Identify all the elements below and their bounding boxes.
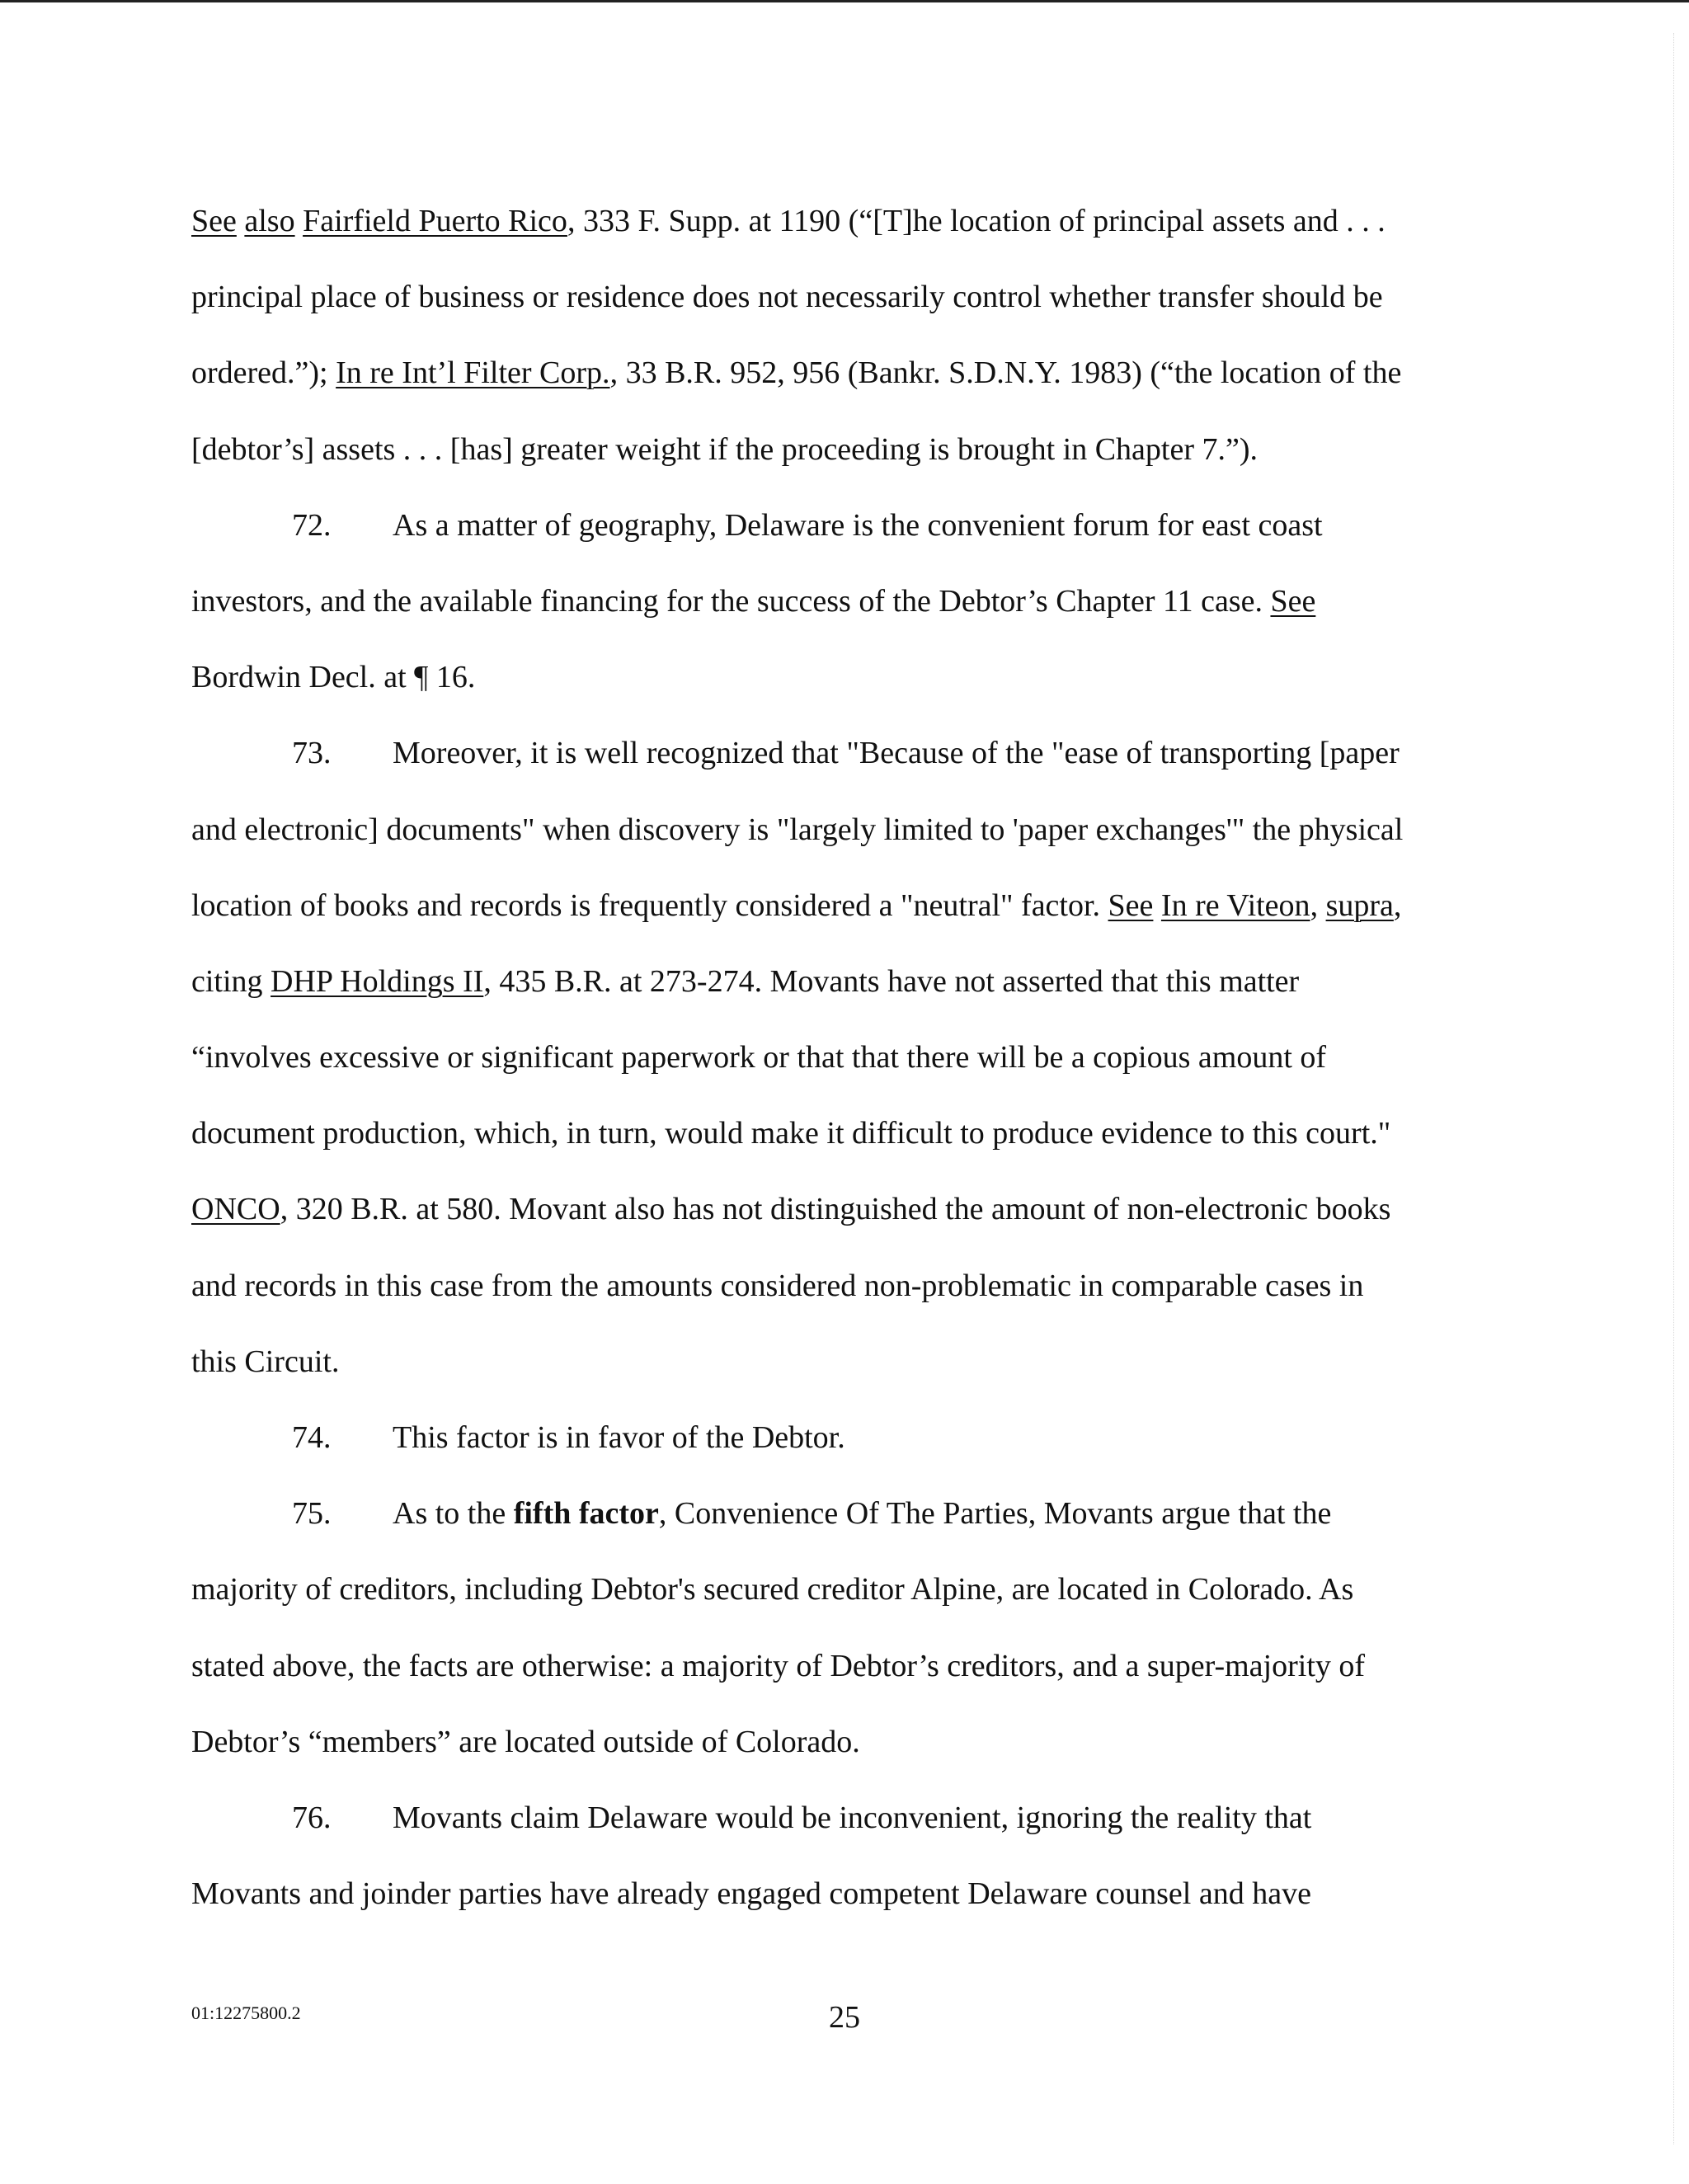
citation-signal: See — [1270, 583, 1316, 619]
text-span: , 33 B.R. 952, 956 (Bankr. S.D.N.Y. 1983) (“the location of the — [609, 355, 1402, 391]
text-span: This factor is in favor of the Debtor. — [393, 1420, 845, 1455]
case-name: ONCO — [191, 1192, 280, 1227]
paragraph-number: 72. — [292, 507, 332, 543]
text-span: investors, and the available financing for the success of the Debtor’s Chapter 11 case. — [191, 583, 1271, 619]
text-span: , 333 F. Supp. at 1190 (“[T]he location of principal assets and . . . — [567, 204, 1386, 238]
paragraph-73 — [191, 715, 1478, 791]
text-line-9: and electronic] documents" when discovery is "largely limited to 'paper exchanges'" the physical — [191, 812, 1404, 847]
text-line-1 — [191, 183, 1478, 259]
text-span: , — [1393, 887, 1402, 923]
scan-top-border — [0, 0, 1689, 2]
case-name: In re Int’l Filter Corp. — [336, 355, 610, 391]
text-line-12: “involves excessive or significant paperwork or that that there will be a copious amount of — [191, 1040, 1327, 1076]
document-id: 01:12275800.2 — [191, 2003, 301, 2023]
paragraph-76 — [191, 1780, 1478, 1856]
bold-phrase: fifth factor — [513, 1496, 659, 1532]
text-span: citing — [191, 963, 271, 999]
citation-signal: See — [191, 204, 237, 238]
text-span: ordered.”); — [191, 355, 336, 391]
text-line-6 — [191, 563, 1478, 639]
text-span — [237, 204, 245, 238]
text-span — [1153, 888, 1161, 923]
paragraph-72 — [191, 487, 1478, 563]
text-span: , 435 B.R. at 273-274. Movants have not asserted that this matter — [483, 963, 1300, 999]
text-span: , Convenience Of The Parties, Movants argue that the — [658, 1496, 1332, 1532]
text-span: As a matter of geography, Delaware is the convenient forum for east coast — [393, 507, 1323, 543]
paragraph-74 — [191, 1400, 1478, 1476]
text-span: location of books and records is frequently considered a "neutral" factor. — [191, 887, 1108, 923]
scan-right-edge — [1673, 33, 1674, 2144]
page-number: 25 — [829, 2000, 860, 2035]
paragraph-number: 73. — [292, 736, 332, 771]
text-line-2: principal place of business or residence does not necessarily control whether transfer should be — [191, 280, 1383, 315]
text-line-13: document production, which, in turn, would make it difficult to produce evidence to this court." — [191, 1116, 1391, 1151]
case-name: Fairfield Puerto Rico — [303, 204, 567, 238]
text-line-11 — [191, 944, 1478, 1019]
case-name: DHP Holdings II — [271, 963, 484, 999]
text-line-7: Bordwin Decl. at ¶ 16. — [191, 660, 476, 695]
paragraph-75 — [191, 1476, 1478, 1551]
text-line-23: Movants and joinder parties have already engaged competent Delaware counsel and have — [191, 1876, 1311, 1912]
paragraph-number: 75. — [292, 1496, 332, 1532]
text-line-19: majority of creditors, including Debtor's secured creditor Alpine, are located in Colorado. As — [191, 1572, 1354, 1607]
text-line-15: and records in this case from the amounts considered non-problematic in comparable cases in — [191, 1268, 1364, 1303]
text-line-4: [debtor’s] assets . . . [has] greater weight if the proceeding is brought in Chapter 7.”). — [191, 431, 1259, 467]
text-line-3 — [191, 335, 1478, 411]
citation-signal: supra — [1325, 887, 1394, 923]
paragraph-number: 76. — [292, 1800, 332, 1835]
text-span: , 320 B.R. at 580. Movant also has not distinguished the amount of non-electronic books — [280, 1192, 1391, 1227]
text-span: , — [1310, 887, 1326, 923]
text-span: Moreover, it is well recognized that "Because of the "ease of transporting [paper — [393, 736, 1400, 771]
case-name: In re Viteon — [1160, 887, 1310, 923]
text-span: As to the — [393, 1496, 514, 1532]
text-line-14 — [191, 1171, 1478, 1247]
text-line-16: this Circuit. — [191, 1344, 340, 1379]
text-line-21: Debtor’s “members” are located outside of Colorado. — [191, 1724, 860, 1759]
citation-signal: See — [1108, 887, 1154, 923]
text-span — [295, 204, 303, 238]
text-span: Movants claim Delaware would be inconvenient, ignoring the reality that — [393, 1800, 1312, 1835]
body-text — [191, 183, 1478, 1932]
paragraph-number: 74. — [292, 1420, 332, 1455]
text-line-10 — [191, 868, 1478, 944]
text-line-20: stated above, the facts are otherwise: a majority of Debtor’s creditors, and a super-majority of — [191, 1648, 1366, 1683]
citation-signal: also — [244, 204, 295, 238]
